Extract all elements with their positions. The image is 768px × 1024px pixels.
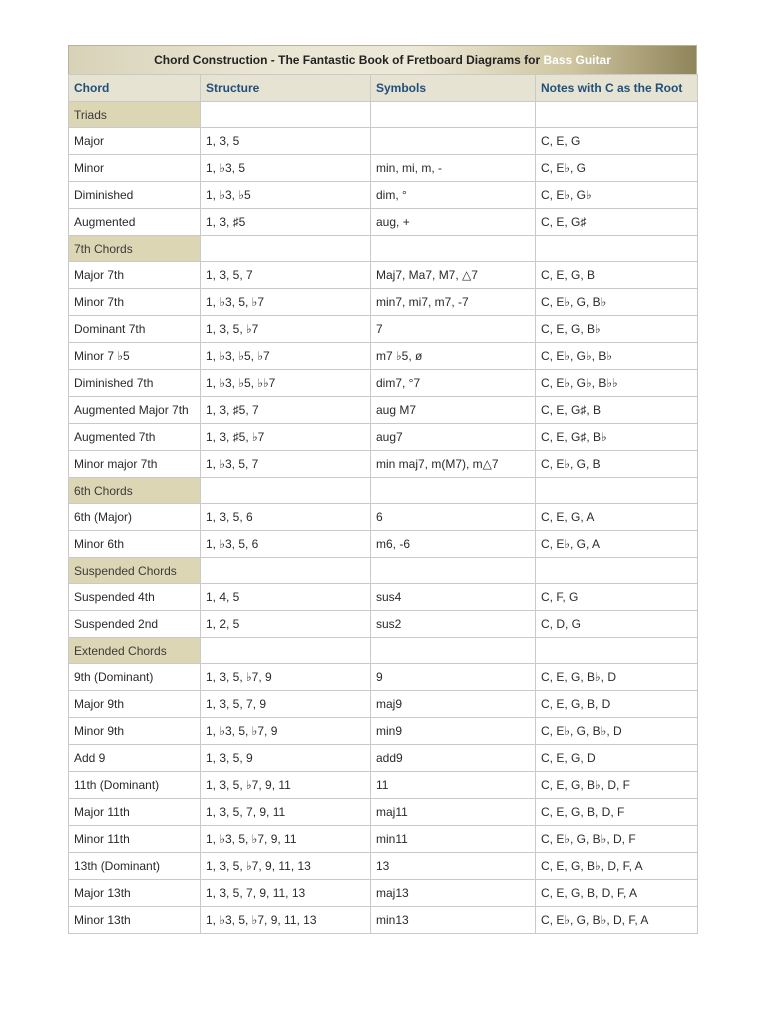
chord-cell: Suspended 2nd xyxy=(69,611,201,638)
notes-cell: C, E♭, G♭, B♭♭ xyxy=(536,370,698,397)
chord-chart xyxy=(68,45,697,934)
structure-cell: 1, 4, 5 xyxy=(201,584,371,611)
symbols-cell: min9 xyxy=(371,718,536,745)
table-row xyxy=(69,799,698,826)
empty-cell xyxy=(371,638,536,664)
structure-cell: 1, 3, 5, ♭7, 9, 11, 13 xyxy=(201,853,371,880)
structure-cell: 1, ♭3, ♭5, ♭♭7 xyxy=(201,370,371,397)
notes-cell: C, E♭, G, B♭ xyxy=(536,289,698,316)
structure-cell: 1, 3, 5, 6 xyxy=(201,504,371,531)
section-row xyxy=(69,558,698,584)
table-row xyxy=(69,853,698,880)
empty-cell xyxy=(201,478,371,504)
notes-cell: C, E, G xyxy=(536,128,698,155)
chord-cell: Minor 11th xyxy=(69,826,201,853)
chord-cell: Dominant 7th xyxy=(69,316,201,343)
chord-cell: 9th (Dominant) xyxy=(69,664,201,691)
table-row xyxy=(69,289,698,316)
symbols-cell: add9 xyxy=(371,745,536,772)
empty-cell xyxy=(371,236,536,262)
table-row xyxy=(69,880,698,907)
symbols-cell: dim7, °7 xyxy=(371,370,536,397)
table-row xyxy=(69,316,698,343)
structure-cell: 1, 3, 5, 7, 9 xyxy=(201,691,371,718)
symbols-cell: 11 xyxy=(371,772,536,799)
notes-cell: C, E♭, G♭, B♭ xyxy=(536,343,698,370)
notes-cell: C, E♭, G, B♭, D, F, A xyxy=(536,907,698,934)
symbols-cell: min7, mi7, m7, -7 xyxy=(371,289,536,316)
structure-cell: 1, ♭3, 5, 7 xyxy=(201,451,371,478)
empty-cell xyxy=(536,558,698,584)
chord-cell: Minor 6th xyxy=(69,531,201,558)
structure-cell: 1, 3, 5, ♭7 xyxy=(201,316,371,343)
chord-cell: Suspended 4th xyxy=(69,584,201,611)
table-row xyxy=(69,451,698,478)
chord-cell: Minor 7 ♭5 xyxy=(69,343,201,370)
chord-cell: Minor xyxy=(69,155,201,182)
notes-cell: C, E, G♯, B♭ xyxy=(536,424,698,451)
structure-cell: 1, ♭3, 5, ♭7, 9, 11, 13 xyxy=(201,907,371,934)
symbols-cell: 13 xyxy=(371,853,536,880)
notes-cell: C, E, G♯, B xyxy=(536,397,698,424)
empty-cell xyxy=(371,478,536,504)
notes-cell: C, E, G, B, D xyxy=(536,691,698,718)
table-row xyxy=(69,370,698,397)
symbols-cell xyxy=(371,128,536,155)
structure-cell: 1, 3, ♯5, ♭7 xyxy=(201,424,371,451)
table-row xyxy=(69,504,698,531)
structure-cell: 1, ♭3, 5, ♭7, 9 xyxy=(201,718,371,745)
title-main: Chord Construction - The Fantastic Book of Fretboard Diagrams for xyxy=(154,53,541,67)
table-row xyxy=(69,691,698,718)
symbols-cell: min11 xyxy=(371,826,536,853)
structure-cell: 1, 3, 5, 7 xyxy=(201,262,371,289)
empty-cell xyxy=(201,638,371,664)
structure-cell: 1, 3, 5, ♭7, 9, 11 xyxy=(201,772,371,799)
chord-cell: Diminished 7th xyxy=(69,370,201,397)
chord-cell: Major xyxy=(69,128,201,155)
chord-cell: Augmented xyxy=(69,209,201,236)
chord-cell: Augmented 7th xyxy=(69,424,201,451)
structure-cell: 1, 3, 5, ♭7, 9 xyxy=(201,664,371,691)
section-label: 6th Chords xyxy=(69,478,201,504)
empty-cell xyxy=(536,638,698,664)
structure-cell: 1, ♭3, 5 xyxy=(201,155,371,182)
symbols-cell: 7 xyxy=(371,316,536,343)
table-row xyxy=(69,424,698,451)
table-row xyxy=(69,826,698,853)
symbols-cell: maj11 xyxy=(371,799,536,826)
section-row xyxy=(69,478,698,504)
symbols-cell: 9 xyxy=(371,664,536,691)
section-label: Triads xyxy=(69,102,201,128)
structure-cell: 1, ♭3, ♭5 xyxy=(201,182,371,209)
section-label: Extended Chords xyxy=(69,638,201,664)
empty-cell xyxy=(201,236,371,262)
chord-cell: Add 9 xyxy=(69,745,201,772)
structure-cell: 1, ♭3, ♭5, ♭7 xyxy=(201,343,371,370)
header-structure: Structure xyxy=(201,75,371,102)
chord-cell: Minor 9th xyxy=(69,718,201,745)
chord-cell: 13th (Dominant) xyxy=(69,853,201,880)
symbols-cell: m6, -6 xyxy=(371,531,536,558)
notes-cell: C, E♭, G, B♭, D xyxy=(536,718,698,745)
table-body xyxy=(69,102,698,934)
notes-cell: C, F, G xyxy=(536,584,698,611)
chord-cell: 11th (Dominant) xyxy=(69,772,201,799)
notes-cell: C, E, G, B♭ xyxy=(536,316,698,343)
empty-cell xyxy=(371,102,536,128)
header-symbols: Symbols xyxy=(371,75,536,102)
empty-cell xyxy=(371,558,536,584)
structure-cell: 1, ♭3, 5, 6 xyxy=(201,531,371,558)
section-row xyxy=(69,102,698,128)
symbols-cell: Maj7, Ma7, M7, △7 xyxy=(371,262,536,289)
chord-cell: Major 11th xyxy=(69,799,201,826)
table-row xyxy=(69,772,698,799)
table-row xyxy=(69,343,698,370)
symbols-cell: sus4 xyxy=(371,584,536,611)
notes-cell: C, E, G♯ xyxy=(536,209,698,236)
notes-cell: C, E♭, G♭ xyxy=(536,182,698,209)
table-row xyxy=(69,155,698,182)
chord-cell: Augmented Major 7th xyxy=(69,397,201,424)
structure-cell: 1, 3, ♯5 xyxy=(201,209,371,236)
structure-cell: 1, 2, 5 xyxy=(201,611,371,638)
structure-cell: 1, 3, ♯5, 7 xyxy=(201,397,371,424)
structure-cell: 1, 3, 5 xyxy=(201,128,371,155)
section-label: Suspended Chords xyxy=(69,558,201,584)
structure-cell: 1, ♭3, 5, ♭7, 9, 11 xyxy=(201,826,371,853)
symbols-cell: min, mi, m, - xyxy=(371,155,536,182)
table-row xyxy=(69,584,698,611)
table-row xyxy=(69,128,698,155)
header-chord: Chord xyxy=(69,75,201,102)
structure-cell: 1, 3, 5, 9 xyxy=(201,745,371,772)
notes-cell: C, D, G xyxy=(536,611,698,638)
symbols-cell: aug7 xyxy=(371,424,536,451)
notes-cell: C, E, G, A xyxy=(536,504,698,531)
notes-cell: C, E♭, G, B xyxy=(536,451,698,478)
structure-cell: 1, 3, 5, 7, 9, 11, 13 xyxy=(201,880,371,907)
chord-cell: 6th (Major) xyxy=(69,504,201,531)
chord-cell: Diminished xyxy=(69,182,201,209)
empty-cell xyxy=(201,558,371,584)
table-row xyxy=(69,182,698,209)
table-row xyxy=(69,611,698,638)
table-row xyxy=(69,262,698,289)
notes-cell: C, E, G, B xyxy=(536,262,698,289)
symbols-cell: aug M7 xyxy=(371,397,536,424)
table-row xyxy=(69,531,698,558)
notes-cell: C, E♭, G, A xyxy=(536,531,698,558)
chord-cell: Major 9th xyxy=(69,691,201,718)
notes-cell: C, E♭, G, B♭, D, F xyxy=(536,826,698,853)
symbols-cell: min maj7, m(M7), m△7 xyxy=(371,451,536,478)
empty-cell xyxy=(536,478,698,504)
symbols-cell: 6 xyxy=(371,504,536,531)
symbols-cell: dim, ° xyxy=(371,182,536,209)
chord-cell: Minor 13th xyxy=(69,907,201,934)
table-row xyxy=(69,745,698,772)
section-label: 7th Chords xyxy=(69,236,201,262)
table-row xyxy=(69,209,698,236)
header-notes: Notes with C as the Root xyxy=(536,75,698,102)
title-accent: Bass Guitar xyxy=(543,53,611,67)
symbols-cell: sus2 xyxy=(371,611,536,638)
table-row xyxy=(69,397,698,424)
table-row xyxy=(69,718,698,745)
symbols-cell: maj9 xyxy=(371,691,536,718)
chord-cell: Major 7th xyxy=(69,262,201,289)
symbols-cell: maj13 xyxy=(371,880,536,907)
structure-cell: 1, 3, 5, 7, 9, 11 xyxy=(201,799,371,826)
table-row xyxy=(69,664,698,691)
notes-cell: C, E, G, B, D, F xyxy=(536,799,698,826)
chord-cell: Major 13th xyxy=(69,880,201,907)
symbols-cell: aug, + xyxy=(371,209,536,236)
structure-cell: 1, ♭3, 5, ♭7 xyxy=(201,289,371,316)
notes-cell: C, E, G, B♭, D xyxy=(536,664,698,691)
notes-cell: C, E, G, B♭, D, F, A xyxy=(536,853,698,880)
notes-cell: C, E♭, G xyxy=(536,155,698,182)
section-row xyxy=(69,638,698,664)
chord-cell: Minor major 7th xyxy=(69,451,201,478)
notes-cell: C, E, G, D xyxy=(536,745,698,772)
empty-cell xyxy=(536,102,698,128)
chord-cell: Minor 7th xyxy=(69,289,201,316)
symbols-cell: m7 ♭5, ø xyxy=(371,343,536,370)
section-row xyxy=(69,236,698,262)
empty-cell xyxy=(201,102,371,128)
header-row xyxy=(69,75,698,102)
notes-cell: C, E, G, B, D, F, A xyxy=(536,880,698,907)
chord-table xyxy=(68,74,698,934)
symbols-cell: min13 xyxy=(371,907,536,934)
title-bar xyxy=(68,45,697,74)
empty-cell xyxy=(536,236,698,262)
notes-cell: C, E, G, B♭, D, F xyxy=(536,772,698,799)
table-row xyxy=(69,907,698,934)
